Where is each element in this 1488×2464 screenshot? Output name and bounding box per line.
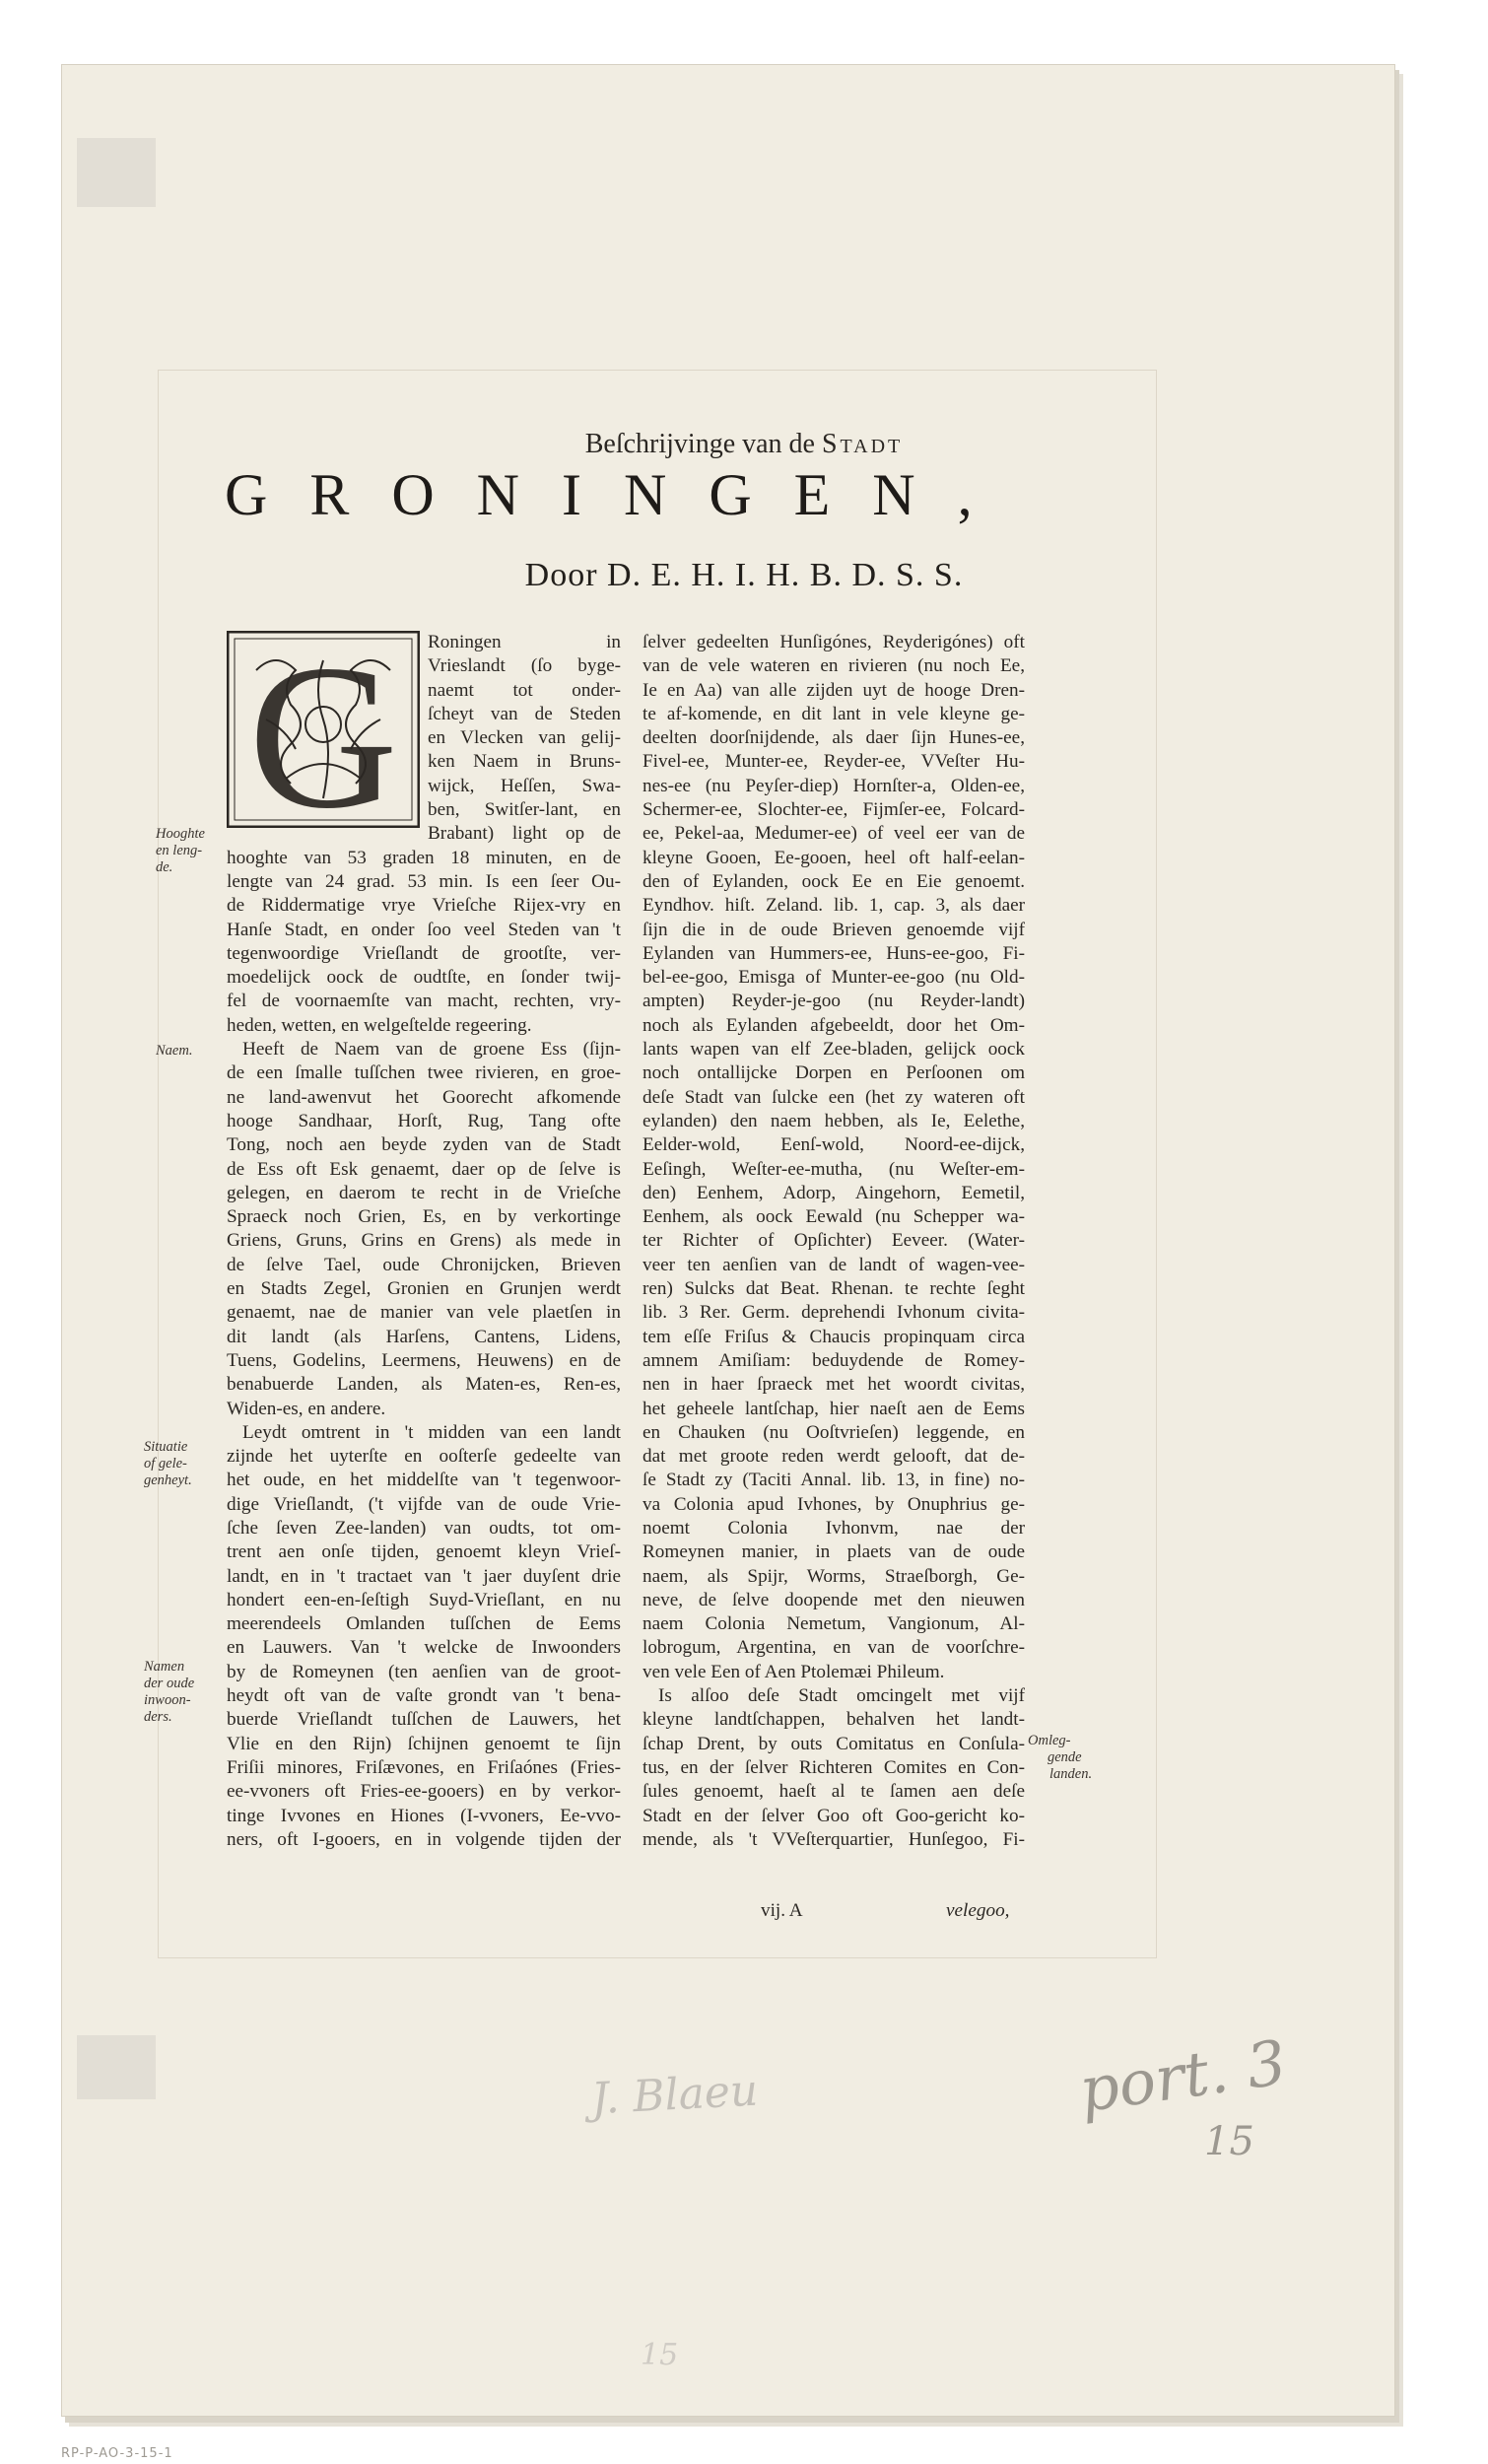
- text-line: de Ess oft Esk genaemt, daer op de ſelve is: [227, 1158, 621, 1180]
- text-line: meerendeels Omlanden tuſſchen de Eems: [227, 1613, 621, 1635]
- text-line: Eylanden van Hummers-ee, Huns-ee-goo, Fi-: [643, 942, 1025, 964]
- text-line: het geheele lantſchap, hier naeſt aen de Eems: [643, 1398, 1025, 1419]
- text-line: den of Eylanden, oock Ee en Eie genoemt.: [643, 870, 1025, 892]
- text-line: landt, en in 't tractaet van 't jaer duyſent drie: [227, 1565, 621, 1587]
- pencil-port: port. 3: [1074, 2025, 1291, 2127]
- pencil-number: 15: [1204, 2119, 1254, 2164]
- heading-stadt: Stadt: [821, 429, 904, 459]
- text-line: zijnde het uyterſte en ooſterſe gedeelte van: [227, 1446, 621, 1468]
- text-line: ſe Stadt zy (Taciti Annal. lib. 13, in fine) no-: [643, 1470, 1025, 1491]
- text-line: Griens, Gruns, Grins en Grens) als mede in: [227, 1230, 621, 1252]
- text-line: Eelder-wold, Eenſ-wold, Noord-ee-dijck,: [643, 1134, 1025, 1156]
- text-line: Vlie en den Rijn) ſchijnen genoemt te ſijn: [227, 1733, 621, 1754]
- text-line: tus, en der ſelver Richteren Comites en Con-: [643, 1756, 1025, 1778]
- text-line: naem Colonia Nemetum, Vangionum, Al-: [643, 1613, 1025, 1635]
- text-line: Fivel-ee, Munter-ee, Reyder-ee, VVeſter Hu-: [643, 751, 1025, 773]
- text-line: hooge Sandhaar, Horſt, Rug, Tang ofte: [227, 1110, 621, 1131]
- text-line: moedelijck oock de oudtſte, en ſonder twij-: [227, 967, 621, 989]
- margin-note-situatie: [144, 1439, 192, 1489]
- text-line: Tong, noch aen beyde zyden van de Stadt: [227, 1134, 621, 1156]
- text-line: ſules genoemt, haeſt al te ſamen aen deſe: [643, 1781, 1025, 1803]
- text-line: gelegen, en daerom te recht in de Vrieſche: [227, 1182, 621, 1203]
- margin-note-hooghte: [156, 826, 205, 876]
- text-line: Heeft de Naem van de groene Ess (ſijn-: [242, 1039, 621, 1061]
- text-line: ben, Switſer-lant, en: [428, 799, 621, 821]
- margin-note-line: Omleg-: [1028, 1733, 1071, 1748]
- decorated-initial-g-icon: [227, 631, 420, 828]
- text-line: de een ſmalle tuſſchen twee rivieren, en groe-: [227, 1062, 621, 1084]
- text-line: Brabant) light op de: [428, 823, 621, 845]
- margin-note-line: Naem.: [156, 1043, 193, 1059]
- text-line: noch als Eylanden afgebeeldt, door het Om-: [643, 1014, 1025, 1036]
- text-column-2: [643, 631, 1025, 1852]
- text-line: amnem Amiſiam: beduydende de Romey-: [643, 1349, 1025, 1371]
- margin-note-line: genheyt.: [144, 1472, 192, 1488]
- text-line: te af-komende, en dit lant in vele kleyne ge-: [643, 703, 1025, 724]
- text-line: neve, de ſelve doopende met den nieuwen: [643, 1589, 1025, 1610]
- text-line: Roningen in: [428, 632, 621, 652]
- text-line: Vrieslandt (ſo byge-: [428, 655, 621, 677]
- text-line: het oude, en het middelſte van 't tegenwoor-: [227, 1470, 621, 1491]
- margin-note-line: en leng-: [156, 843, 203, 858]
- margin-note-namen: [144, 1659, 194, 1726]
- text-line: Eeſingh, Weſter-ee-mutha, (nu Weſter-em-: [643, 1158, 1025, 1180]
- margin-note-line: Namen: [144, 1659, 185, 1675]
- margin-note-line: landen.: [1049, 1766, 1093, 1782]
- text-line: noch ontallijcke Dorpen en Perſoonen om: [643, 1062, 1025, 1084]
- text-line: trent aen onſe tijden, genoemt kleyn Vrieſ-: [227, 1541, 621, 1563]
- inventory-stamp: RP-P-AO-3-15-1: [61, 2446, 173, 2461]
- mount-tab-bottom: [77, 2035, 156, 2099]
- text-line: en Stadts Zegel, Gronien en Grunjen werdt: [227, 1278, 621, 1300]
- text-line: Eenhem, als oock Eewald (nu Schepper wa-: [643, 1206, 1025, 1228]
- margin-note-line: gende: [1048, 1749, 1082, 1765]
- text-line: kleyne landtſchappen, behalven het landt-: [643, 1709, 1025, 1731]
- text-line: by de Romeynen (ten aenſien van de groot-: [227, 1661, 621, 1682]
- margin-note-line: der oude: [144, 1676, 195, 1691]
- text-line: lib. 3 Rer. Germ. deprehendi Ivhonum civita-: [643, 1302, 1025, 1324]
- text-line: ſijn die in de oude Brieven genoemde vijf: [643, 919, 1025, 940]
- text-line: naem, als Spijr, Worms, Straeſborgh, Ge-: [643, 1565, 1025, 1587]
- heading-prefix: Beſchrijvinge van de: [584, 429, 815, 459]
- text-line: en Chauken (nu Ooſtvrieſen) leggende, en: [643, 1421, 1025, 1443]
- text-line: ken Naem in Bruns-: [428, 751, 621, 773]
- text-line: van de vele wateren en rivieren (nu noch Ee,: [643, 655, 1025, 677]
- text-line: noemt Colonia Ivhonvm, nae der: [643, 1517, 1025, 1539]
- text-line: fel de voornaemſte van macht, rechten, vry-: [227, 991, 621, 1012]
- text-line: ſchap Drent, by outs Comitatus en Conſula-: [643, 1733, 1025, 1754]
- margin-note-line: de.: [156, 859, 173, 875]
- text-line: Hanſe Stadt, en onder ſoo veel Steden van 't: [227, 919, 621, 940]
- text-line: ee, Pekel-aa, Medumer-ee) of veel eer van de: [643, 823, 1025, 845]
- text-line: Schermer-ee, Slochter-ee, Fijmſer-ee, Folcard-: [643, 799, 1025, 821]
- text-line: Is alſoo deſe Stadt omcingelt met vijf: [658, 1685, 1025, 1707]
- text-line: ren) Sulcks dat Beat. Rhenan. te rechte ſeght: [643, 1278, 1025, 1300]
- text-line: kleyne Gooen, Ee-gooen, heel oft half-eelan-: [643, 847, 1025, 868]
- text-line: benabuerde Landen, als Maten-es, Ren-es,: [227, 1374, 621, 1396]
- text-line: Romeynen manier, in plaets van de oude: [643, 1541, 1025, 1563]
- text-line: Leydt omtrent in 't midden van een landt: [242, 1421, 621, 1443]
- text-line: dat met groote reden werdt gelooft, dat de-: [643, 1446, 1025, 1468]
- text-line: buerde Vrieſlandt tuſſchen de Lauwers, het: [227, 1709, 621, 1731]
- text-line: heydt oft van de vaſte grondt van 't bena-: [227, 1685, 621, 1707]
- mount-tab-top: [77, 138, 156, 207]
- text-line: lengte van 24 grad. 53 min. Is een ſeer Ou-: [227, 870, 621, 892]
- svg-text:G: G: [248, 631, 398, 828]
- text-line: Friſii minores, Friſævones, en Friſaónes (Fries-: [227, 1756, 621, 1778]
- text-line: ne land-awenvut het Goorecht afkomende: [227, 1086, 621, 1108]
- text-line: deelten doorſnijdende, als daer ſijn Hunes-ee,: [643, 727, 1025, 749]
- text-line: eylanden) den naem hebben, als Ie, Eelethe,: [643, 1110, 1025, 1131]
- margin-note-line: of gele-: [144, 1456, 187, 1472]
- text-line: ners, oft I-gooers, en in volgende tijden der: [227, 1828, 621, 1850]
- text-line: de Riddermatige vrye Vrieſche Rijex-vry en: [227, 895, 621, 917]
- margin-note-line: ders.: [144, 1709, 172, 1725]
- text-line: deſe Stadt van ſulcke een (het zy wateren oft: [643, 1086, 1025, 1108]
- text-line: dige Vrieſlandt, ('t vijfde van de oude Vrie-: [227, 1493, 621, 1515]
- margin-note-line: Hooghte: [156, 826, 205, 842]
- text-line: ee-vvoners oft Fries-ee-gooers) en by verkor-: [227, 1781, 621, 1803]
- text-line: tegenwoordige Vrieſlandt de grootſte, ver-: [227, 942, 621, 964]
- text-line: Tuens, Godelins, Leermens, Heuwens) en de: [227, 1349, 621, 1371]
- catchword: velegoo,: [946, 1900, 1010, 1921]
- text-line: naemt tot onder-: [428, 679, 621, 701]
- margin-note-line: inwoon-: [144, 1692, 191, 1708]
- text-line: ter Richter of Opſichter) Eeveer. (Water-: [643, 1230, 1025, 1252]
- margin-note-omleggende: [1028, 1733, 1092, 1783]
- text-line: nen in haer ſpraeck met het woordt civitas,: [643, 1374, 1025, 1396]
- text-line: veer ten aenſien van de landt of wagen-vee-: [643, 1254, 1025, 1275]
- text-line: en Lauwers. Van 't welcke de Inwoonders: [227, 1637, 621, 1659]
- margin-note-line: Situatie: [144, 1439, 188, 1455]
- text-line: tem eſſe Friſus & Chaucis propinquam circa: [643, 1326, 1025, 1347]
- text-line: Widen-es, en andere.: [227, 1398, 386, 1419]
- text-line: va Colonia apud Ivhones, by Onuphrius ge-: [643, 1493, 1025, 1515]
- text-line: mende, als 't VVeſterquartier, Hunſegoo, Fi-: [643, 1828, 1025, 1850]
- text-line: nes-ee (nu Peyſer-diep) Hornſter-a, Olden-ee,: [643, 775, 1025, 796]
- text-line: Ie en Aa) van alle zijden uyt de hooge Dren-: [643, 679, 1025, 701]
- text-line: ſche ſeven Zee-landen) van oudts, tot om-: [227, 1517, 621, 1539]
- signature-mark: vij. A: [761, 1900, 803, 1921]
- text-line: heden, wetten, en welgeſtelde regeering.: [227, 1014, 532, 1036]
- text-line: tinge Ivvones en Hiones (I-vvoners, Ee-vvo-: [227, 1805, 621, 1826]
- text-line: lants wapen van elf Zee-bladen, gelijck oock: [643, 1039, 1025, 1061]
- text-line: ſelver gedeelten Hunſigónes, Reyderigónes) oft: [643, 632, 1025, 652]
- text-line: dit landt (als Harſens, Cantens, Lidens,: [227, 1326, 621, 1347]
- pencil-name: J. Blaeu: [589, 2065, 760, 2125]
- text-line: ſcheyt van de Steden: [428, 703, 621, 724]
- text-line: en Vlecken van gelij-: [428, 727, 621, 749]
- text-line: genaemt, nae de manier van vele plaetſen in: [227, 1302, 621, 1324]
- text-line: Eyndhov. hiſt. Zeland. lib. 1, cap. 3, als daer: [643, 895, 1025, 917]
- text-line: ven vele Een of Aen Ptolemæi Phileum.: [643, 1661, 945, 1682]
- text-line: wijck, Heſſen, Swa-: [428, 775, 621, 796]
- column1-block2: [227, 847, 621, 1852]
- author-line: Door D. E. H. I. H. B. D. S. S.: [524, 557, 964, 593]
- page-title: GRONINGEN,: [225, 462, 1015, 527]
- heading-line1: [0, 429, 1488, 460]
- text-line: Spraeck noch Grien, Es, en by verkortinge: [227, 1206, 621, 1228]
- text-line: ampten) Reyder-je-goo (nu Reyder-landt): [643, 991, 1025, 1012]
- text-line: Stadt en der ſelver Goo oft Goo-gericht ko-: [643, 1805, 1025, 1826]
- text-line: lobrogum, Argentina, en van de voorſchre-: [643, 1637, 1025, 1659]
- margin-note-naem: [156, 1043, 192, 1060]
- text-line: bel-ee-goo, Emisga of Munter-ee-goo (nu Old-: [643, 967, 1025, 989]
- text-line: den) Eenhem, Adorp, Aingehorn, Eemetil,: [643, 1182, 1025, 1203]
- text-line: hooghte van 53 graden 18 minuten, en de: [227, 847, 621, 868]
- text-column-1: [227, 631, 621, 1852]
- text-line: de ſelve Tael, oude Chronijcken, Brieven: [227, 1254, 621, 1275]
- pencil-bottom-number: 15: [641, 2338, 679, 2372]
- text-line: hondert een-en-ſeſtigh Suyd-Vrieſlant, en nu: [227, 1589, 621, 1610]
